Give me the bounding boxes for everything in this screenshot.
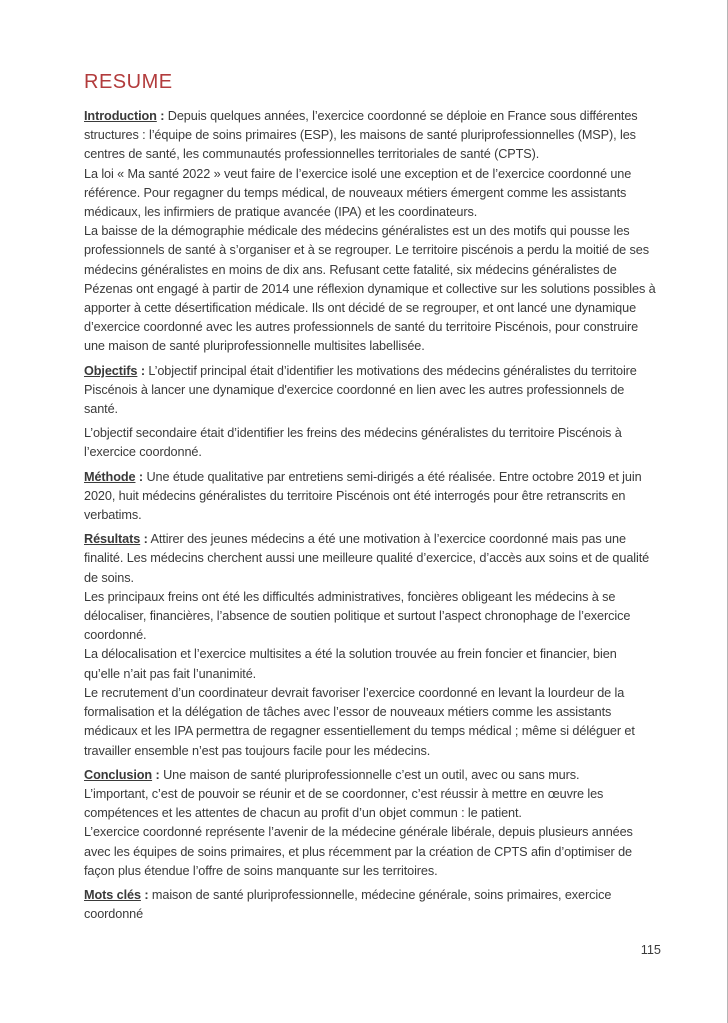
abstract-paragraph: Mots clés : maison de santé pluriprofessionnelle, médecine générale, soins primaires, exercice coordonné (84, 887, 612, 922)
abstract-section (84, 468, 656, 526)
section-colon: : (140, 887, 149, 902)
section-label: Méthode (84, 469, 136, 484)
section-label: Conclusion (84, 767, 153, 782)
abstract-paragraph: Introduction : Depuis quelques années, l’exercice coordonné se déploie en France sous différentes structures : l’équipe de soins primaires (ESP), les maisons de santé pluriprofessionnelles (MSP), les centres de santé, les communautés professionnelles territoriales de santé (CPTS). (84, 109, 638, 162)
abstract-paragraph: La baisse de la démographie médicale des médecins généralistes est un des motifs qui pousse les professionnels de santé à s’organiser et à se regrouper. Le territoire piscénois a perdu la moitié de ses médecins généralistes en moins de dix ans. Refusant cette fatalité, six médecins généralistes de Pézenas ont engagé à partir de 2014 une réflexion dynamique et collective sur les solutions possibles à apporter à cette désertification médicale. Ils ont décidé de se regrouper, et ont lancé une dynamique d’exercice coordonné avec les autres professionnels de santé du territoire Piscénois, pour construire une maison de santé pluriprofessionnelle multisites labellisée. (84, 224, 656, 354)
section-colon: : (137, 363, 145, 378)
abstract-paragraph: Le recrutement d’un coordinateur devrait favoriser l’exercice coordonné en levant la lourdeur de la formalisation et la délégation de tâches avec l’essor de nouveaux métiers comme les assistants médicaux et les IPA permettra de regagner essentiellement du temps médical ; même si déléguer et travailler ensemble n’est pas toujours facile pour les médecins. (84, 685, 635, 758)
section-label: Objectifs (84, 363, 138, 378)
page-title: RESUME (84, 71, 173, 93)
abstract-paragraph: Conclusion : Une maison de santé pluriprofessionnelle c’est un outil, avec ou sans murs. (84, 767, 580, 782)
abstract-section (84, 766, 656, 881)
abstract-section (84, 886, 656, 924)
section-colon: : (135, 469, 144, 484)
abstract-paragraph: La loi « Ma santé 2022 » veut faire de l’exercice isolé une exception et de l’exercice coordonné une référence. Pour regagner du temps médical, de nouveaux métiers émergent comme les assistants médicaux, les infirmiers de pratique avancée (IPA) et les coordinateurs. (84, 166, 632, 220)
abstract-paragraph: Les principaux freins ont été les difficultés administratives, foncières obligeant les médecins à se délocaliser, financières, l’absence de soutien politique et surtout l’aspect chronophage de l’exercice coordonné. (84, 589, 631, 643)
abstract-section (84, 362, 656, 420)
section-label: Résultats (84, 532, 141, 547)
abstract-paragraph: L’exercice coordonné représente l’avenir de la médecine générale libérale, depuis plusieurs années avec les équipes de soins primaires, et plus récemment par la création de CPTS afin d’optimiser de façon plus étendue l’offre de soins manquante sur les territoires. (84, 825, 633, 878)
abstract-paragraph: L’objectif secondaire était d’identifier les freins des médecins généralistes du territoire Piscénois à l’exercice coordonné. (84, 426, 622, 460)
abstract-paragraph: La délocalisation et l’exercice multisites a été la solution trouvée au frein foncier et financier, bien qu’elle n’ait pas fait l’unanimité. (84, 647, 617, 681)
page-number: 115 (640, 943, 661, 957)
section-label: Introduction (84, 109, 157, 123)
abstract-paragraph: L’important, c’est de pouvoir se réunir et de se coordonner, c’est réussir à mettre en œuvre les compétences et les attentes de chacun au profit d’un objet commun : le patient. (84, 786, 604, 821)
section-label: Mots clés (84, 887, 141, 902)
abstract-content (84, 107, 656, 929)
abstract-paragraph: Résultats : Attirer des jeunes médecins a été une motivation à l’exercice coordonné mais pas une finalité. Les médecins cherchent aussi une meilleure qualité d’exercice, d’accès aux soins et de qualité de soins. (84, 532, 650, 585)
section-colon: : (156, 109, 165, 123)
section-colon: : (152, 767, 160, 782)
abstract-section (84, 107, 656, 357)
abstract-paragraph: Objectifs : L’objectif principal était d’identifier les motivations des médecins généralistes du territoire Piscénois à lancer une dynamique d'exercice coordonné en lien avec les autres professionnels de santé. (84, 363, 637, 417)
section-colon: : (140, 532, 148, 547)
abstract-section (84, 424, 656, 462)
abstract-paragraph: Méthode : Une étude qualitative par entretiens semi-dirigés a été réalisée. Entre octobre 2019 et juin 2020, huit médecins généralistes du territoire Piscénois ont été interrogés pour être retranscrits en verbatims. (84, 469, 642, 523)
abstract-section (84, 530, 656, 760)
